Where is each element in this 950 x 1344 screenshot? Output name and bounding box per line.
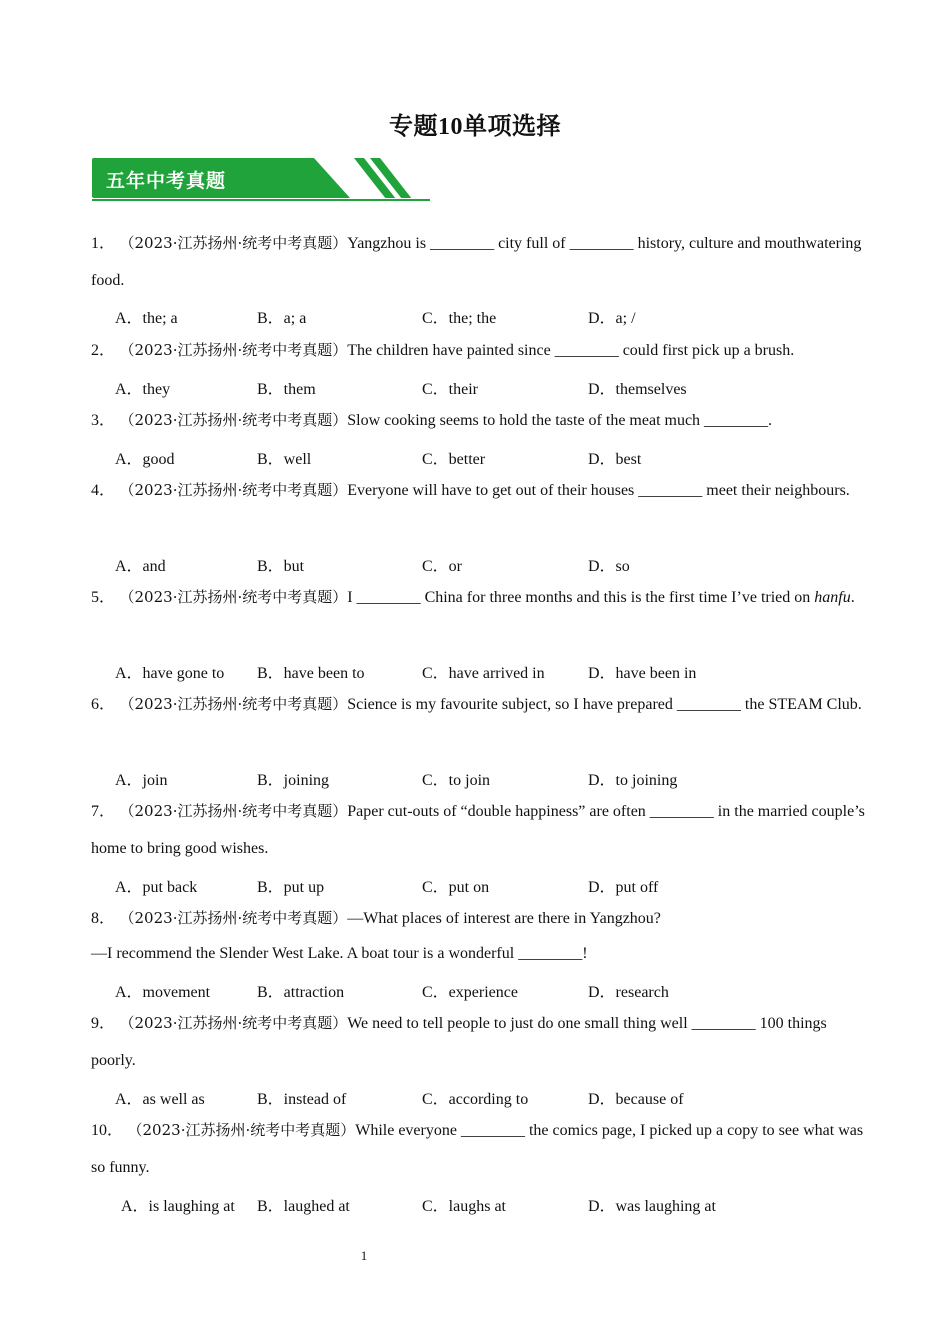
options-3 [115,446,875,470]
question-source: （2023·江苏扬州·统考中考真题） [127,411,348,429]
option-c: C．have arrived in [422,665,545,682]
question-1 [91,225,871,299]
question-8 [91,900,871,937]
option-c: C．the; the [422,310,497,327]
question-source: （2023·江苏扬州·统考中考真题） [127,802,348,820]
options-1 [115,305,875,329]
option-b: B．instead of [257,1091,347,1108]
question-4 [91,472,871,509]
option-c: C．to join [422,772,491,789]
question-text: The children have painted since ________ could first pick up a brush. [347,342,795,359]
question-text: We need to tell people to just do one small thing well ________ 100 things poorly. [91,1015,827,1069]
question-text: Paper cut-outs of “double happiness” are often ________ in the married couple’s home to bring good wishes. [91,803,865,857]
options-5 [115,660,875,684]
question-source: （2023·江苏扬州·统考中考真题） [135,1121,356,1139]
option-b: B．a; a [257,310,307,327]
option-c: C．put on [422,879,490,896]
option-c: C．or [422,558,463,575]
question-text: While everyone ________ the comics page, I picked up a copy to see what was so funny. [91,1122,864,1176]
option-d: D．themselves [588,381,687,398]
option-a: A．movement [115,984,211,1001]
question-number: 1． [91,235,116,252]
question-source: （2023·江苏扬州·统考中考真题） [127,588,348,606]
question-source: （2023·江苏扬州·统考中考真题） [127,1014,348,1032]
option-c: C．according to [422,1091,529,1108]
question-source: （2023·江苏扬州·统考中考真题） [127,341,348,359]
option-d: D．put off [588,879,659,896]
options-8 [115,979,875,1003]
question-source: （2023·江苏扬州·统考中考真题） [127,481,348,499]
question-number: 9． [91,1015,116,1032]
question-text: Science is my favourite subject, so I have prepared ________ the STEAM Club. [347,696,862,713]
option-a: A．the; a [115,310,178,327]
option-d: D．a; / [588,310,636,327]
option-d: D．because of [588,1091,684,1108]
option-a: A．as well as [115,1091,205,1108]
page-number: 1 [360,1248,368,1263]
banner-label: 五年中考真题 [106,170,227,192]
question-5 [91,579,871,616]
option-b: B．well [257,451,312,468]
options-9 [115,1086,875,1110]
option-d: D．best [588,451,642,468]
question-10 [91,1112,871,1186]
option-b: B．have been to [257,665,365,682]
option-b: B．joining [257,772,330,789]
option-d: D．to joining [588,772,678,789]
question-text-end: . [850,589,855,606]
question-6 [91,686,871,723]
option-d: D．research [588,984,669,1001]
question-number: 2． [91,342,116,359]
question-text-italic: hanfu [814,589,851,606]
option-c: C．their [422,381,478,398]
option-d: D．have been in [588,665,697,682]
option-b: B．laughed at [257,1198,350,1215]
question-text: —I recommend the Slender West Lake. A boat tour is a wonderful ________! [91,945,588,962]
question-number: 10． [91,1122,124,1139]
banner-tail [260,158,350,198]
question-number: 5． [91,589,116,606]
options-10 [121,1193,881,1217]
option-c: C．laughs at [422,1198,506,1215]
options-6 [115,767,875,791]
option-c: C．better [422,451,486,468]
option-d: D．so [588,558,630,575]
question-text: Everyone will have to get out of their houses ________ meet their neighbours. [347,482,850,499]
option-a: A．they [115,381,171,398]
option-d: D．was laughing at [588,1198,716,1215]
question-8-line-2 [91,935,871,972]
question-number: 3． [91,412,116,429]
option-a: A．put back [115,879,198,896]
option-a: A．have gone to [115,665,225,682]
question-number: 4． [91,482,116,499]
question-text: Slow cooking seems to hold the taste of the meat much ________. [347,412,773,429]
banner-underline [92,199,430,201]
question-2 [91,332,871,369]
question-source: （2023·江苏扬州·统考中考真题） [127,695,348,713]
section-banner [92,156,432,202]
question-number: 8． [91,910,116,927]
question-7 [91,793,871,867]
options-2 [115,376,875,400]
option-b: B．put up [257,879,325,896]
option-a: A．good [115,451,175,468]
question-number: 6． [91,696,116,713]
question-9 [91,1005,871,1079]
option-a: A．and [115,558,166,575]
option-b: B．them [257,381,316,398]
option-c: C．experience [422,984,518,1001]
page-title: 专题10单项选择 [389,114,561,140]
option-a: A．join [115,772,168,789]
question-text: I ________ China for three months and this is the first time I’ve tried on [347,589,811,606]
question-number: 7． [91,803,116,820]
question-source: （2023·江苏扬州·统考中考真题） [127,234,348,252]
option-b: B．but [257,558,305,575]
question-3 [91,402,871,439]
question-text: —What places of interest are there in Yangzhou? [347,910,661,927]
options-4 [115,553,875,577]
options-7 [115,874,875,898]
question-text: Yangzhou is ________ city full of ________ history, culture and mouthwatering food. [91,235,862,289]
question-source: （2023·江苏扬州·统考中考真题） [127,909,348,927]
option-a: A．is laughing at [121,1198,235,1215]
option-b: B．attraction [257,984,345,1001]
